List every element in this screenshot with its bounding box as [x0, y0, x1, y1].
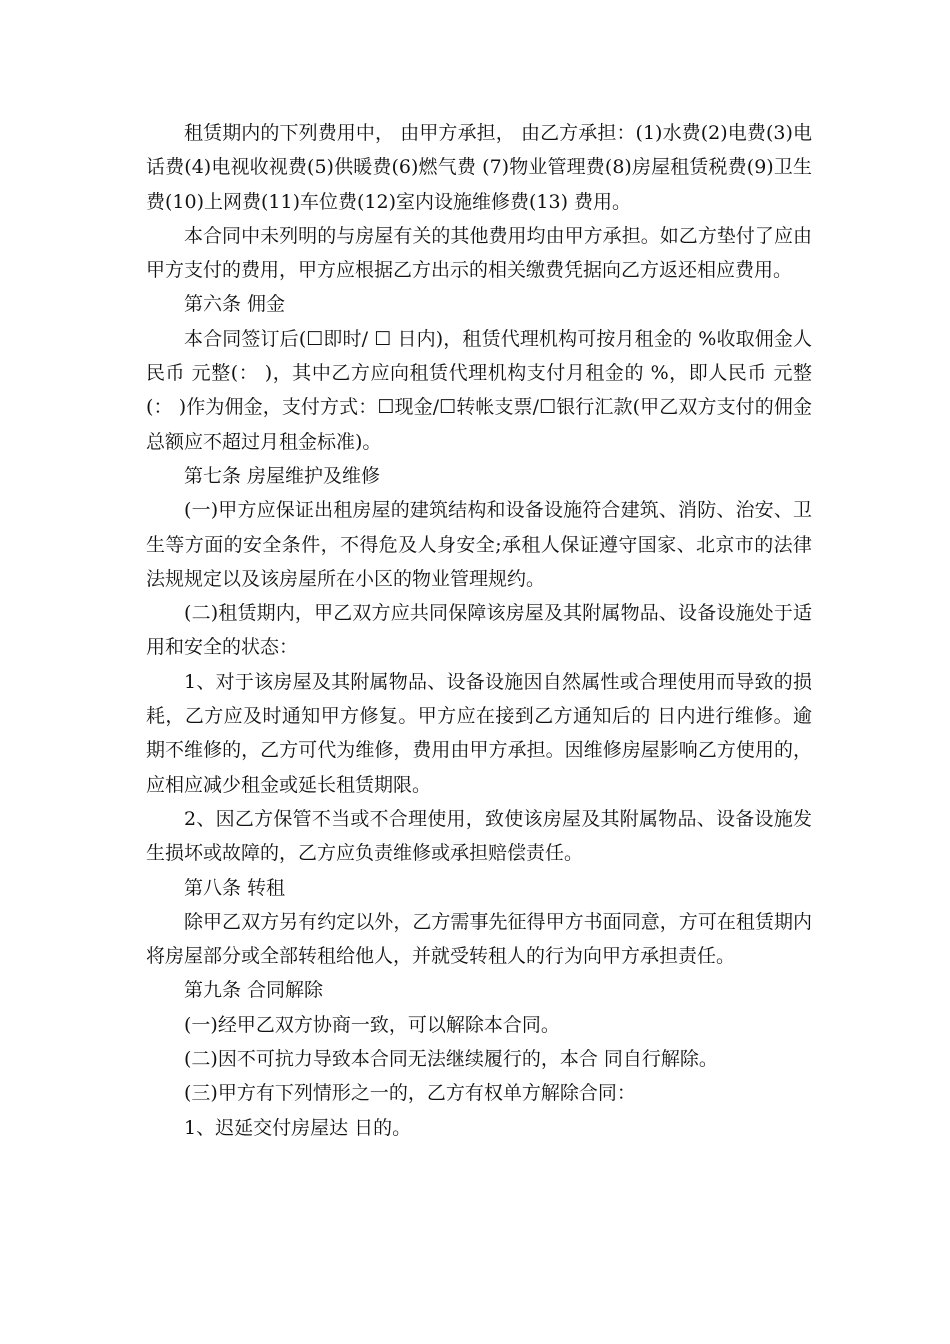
- paragraph-termination-3: (三)甲方有下列情形之一的，乙方有权单方解除合同：: [184, 1082, 636, 1105]
- paragraph-commission: 本合同签订后(☐即时/ ☐ 日内)，租赁代理机构可按月租金的 %收取佣金人民币 元整(： )，其中乙方应向租赁代理机构支付月租金的 %，即人民币 元整(： )作为佣金，支付方式：☐现金/☐转帐支票/☐银行汇款(甲乙双方支付的佣金总额应不超过月租金标准)。: [146, 327, 812, 453]
- paragraph-fees-list: 租赁期内的下列费用中， 由甲方承担， 由乙方承担：(1)水费(2)电费(3)电话费(4)电视收视费(5)供暖费(6)燃气费 (7)物业管理费(8)房屋租赁税费(9)卫生费(10)上网费(11)车位费(12)室内设施维修费(13) 费用。: [146, 122, 812, 213]
- paragraph-termination-item-1: 1、迟延交付房屋达 日的。: [184, 1116, 412, 1139]
- paragraph-maintenance-1: (一)甲方应保证出租房屋的建筑结构和设备设施符合建筑、消防、治安、卫生等方面的安全条件，不得危及人身安全;承租人保证遵守国家、北京市的法律法规规定以及该房屋所在小区的物业管理规约。: [146, 499, 812, 590]
- paragraph-sublease: 除甲乙双方另有约定以外，乙方需事先征得甲方书面同意，方可在租赁期内将房屋部分或全部转租给他人，并就受转租人的行为向甲方承担责任。: [146, 910, 812, 968]
- heading-article-6: 第六条 佣金: [184, 293, 286, 316]
- paragraph-other-fees: 本合同中未列明的与房屋有关的其他费用均由甲方承担。如乙方垫付了应由甲方支付的费用，甲方应根据乙方出示的相关缴费凭据向乙方返还相应费用。: [146, 224, 812, 282]
- paragraph-termination-2: (二)因不可抗力导致本合同无法继续履行的，本合 同自行解除。: [184, 1048, 718, 1071]
- heading-article-9: 第九条 合同解除: [184, 979, 324, 1002]
- paragraph-maintenance-item-2: 2、因乙方保管不当或不合理使用，致使该房屋及其附属物品、设备设施发生损坏或故障的，乙方应负责维修或承担赔偿责任。: [146, 807, 812, 865]
- paragraph-maintenance-2: (二)租赁期内，甲乙双方应共同保障该房屋及其附属物品、设备设施处于适用和安全的状态：: [146, 602, 812, 659]
- heading-article-7: 第七条 房屋维护及维修: [184, 464, 381, 487]
- heading-article-8: 第八条 转租: [184, 876, 286, 899]
- paragraph-maintenance-item-1: 1、对于该房屋及其附属物品、设备设施因自然属性或合理使用而导致的损耗，乙方应及时通知甲方修复。甲方应在接到乙方通知后的 日内进行维修。逾期不维修的，乙方可代为维修，费用由甲方承担。因维修房屋影响乙方使用的，应相应减少租金或延长租赁期限。: [146, 670, 812, 796]
- document-body: [146, 116, 812, 1145]
- paragraph-termination-1: (一)经甲乙双方协商一致，可以解除本合同。: [184, 1013, 560, 1036]
